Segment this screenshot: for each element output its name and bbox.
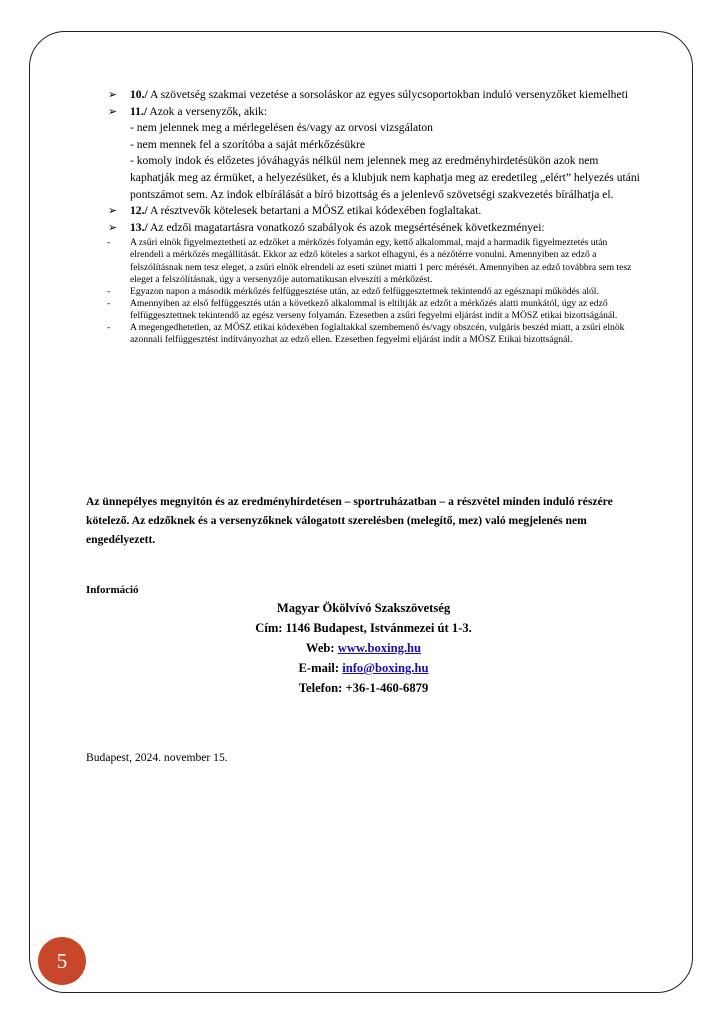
- arrow-bullet-icon: ➢: [108, 221, 118, 234]
- dash-bullet-icon: -: [107, 237, 111, 249]
- rule-text: Azok a versenyzők, akik:: [147, 104, 268, 118]
- rule-subline: - komoly indok és előzetes jóváhagyás nélkül nem jelennek meg az eredményhirdetésükön azok nem kaphatják meg az érmüket, a helyezésüket, és a klubjuk nem kaphatja meg az eredetileg „elért” helyezés utáni pontszámot sem. Az indok elbírálását a bíró bizottság és a jelenlevő szövetségi szakvezetés bírálhatja el.: [130, 154, 640, 201]
- email-label: E-mail:: [298, 661, 343, 675]
- coach-rules-list: [86, 237, 641, 346]
- arrow-bullet-icon: ➢: [108, 89, 118, 101]
- rule-number: 11./: [130, 104, 148, 118]
- rule-item-12: [86, 203, 641, 220]
- list-item-text: Amennyiben az első felfüggesztés után a következő alkalommal is eltiltják az edzőt a mérkőzés alatti munkától, úgy az edző felfüggesztettnek tekintendő az egész verseny folyamán. Ezesetben a zsűri fegyelmi eljárást indít a MÖSZ etikai bizottságánál.: [130, 297, 618, 321]
- list-item: [86, 298, 641, 322]
- arrow-bullet-icon: ➢: [108, 205, 118, 218]
- arrow-bullet-icon: ➢: [108, 105, 118, 118]
- list-item-text: A zsűri elnök figyelmeztetheti az edzőket a mérkőzés folyamán egy, kettő alkalommal, majd a harmadik figyelmeztetés után elrendeli a mérkőzés megállítását. Ekkor az edző köteles a sarkot elhagyni, és a nézőtérre vonulni. Amennyiben az edző a felszólításnak nem tesz eleget, a zsűri elnök elrendeli az eseti szünet miatti 1 perc mérését. Amennyiben az edző továbbra sem tesz eleget a felszólításnak, úgy a versenyzője automatikusan elveszíti a mérkőzést.: [130, 237, 632, 285]
- org-name: Magyar Ökölvívó Szakszövetség: [276, 601, 451, 615]
- list-item-text: A megengedhetetlen, az MÖSZ etikai kódexében foglaltakkal szembemenő és/vagy obszcén, vulgáris beszéd miatt, a zsűri elnök azonnali felfüggesztést indítványozhat az edző ellen. Ezesetben fegyelmi eljárást indít a MÖSZ Etikai bizottságnál.: [130, 322, 625, 346]
- rule-text: A résztvevők kötelesek betartani a MÖSZ etikai kódexében foglaltakat.: [147, 204, 482, 218]
- rule-subline: - nem jelennek meg a mérlegelésen és/vagy az orvosi vizsgálaton: [130, 121, 433, 135]
- dash-bullet-icon: -: [107, 322, 111, 333]
- rule-number: 13./: [130, 220, 148, 234]
- web-label: Web:: [305, 641, 338, 655]
- page-number-badge: 5: [38, 937, 86, 985]
- dash-bullet-icon: -: [107, 297, 111, 309]
- rule-item-10: [86, 87, 641, 104]
- list-item: [86, 237, 641, 285]
- rule-item-13: [86, 220, 641, 237]
- rule-number: 12./: [130, 204, 148, 218]
- email-line: [86, 658, 641, 678]
- web-link[interactable]: www.boxing.hu: [337, 641, 422, 655]
- list-item-text: Egyazon napon a második mérkőzés felfüggesztése után, az edző felfüggesztettnek tekintendő az egésznapi működés alól.: [130, 285, 599, 297]
- contact-block: [86, 598, 641, 698]
- rule-item-11: [86, 104, 641, 204]
- rule-number: 10./: [130, 88, 148, 101]
- attendance-notice: Az ünnepélyes megnyitón és az eredményhirdetésen – sportruházatban – a részvétel minden induló részére kötelező. Az edzőknek és a versenyzőknek válogatott szerelésben (melegítő, mez) való megjelenés nem engedélyezett.: [86, 495, 613, 546]
- info-heading: Információ: [86, 584, 139, 596]
- email-link[interactable]: info@boxing.hu: [342, 661, 429, 675]
- phone-line: Telefon: +36-1-460-6879: [298, 681, 429, 695]
- rules-list: [86, 87, 641, 346]
- rule-text: A szövetség szakmai vezetése a sorsoláskor az egyes súlycsoportokban induló versenyzőket kiemelheti: [147, 88, 629, 101]
- list-item: [86, 322, 641, 346]
- address-line: Cím: 1146 Budapest, Istvánmezei út 1-3.: [255, 621, 472, 635]
- web-line: [86, 638, 641, 658]
- list-item: [86, 286, 641, 298]
- dash-bullet-icon: -: [107, 285, 111, 297]
- place-date: Budapest, 2024. november 15.: [86, 751, 228, 764]
- rule-subline: - nem mennek fel a szorítóba a saját mérkőzésükre: [130, 137, 365, 151]
- rule-text: Az edzői magatartásra vonatkozó szabályok és azok megsértésének következményei:: [147, 220, 545, 234]
